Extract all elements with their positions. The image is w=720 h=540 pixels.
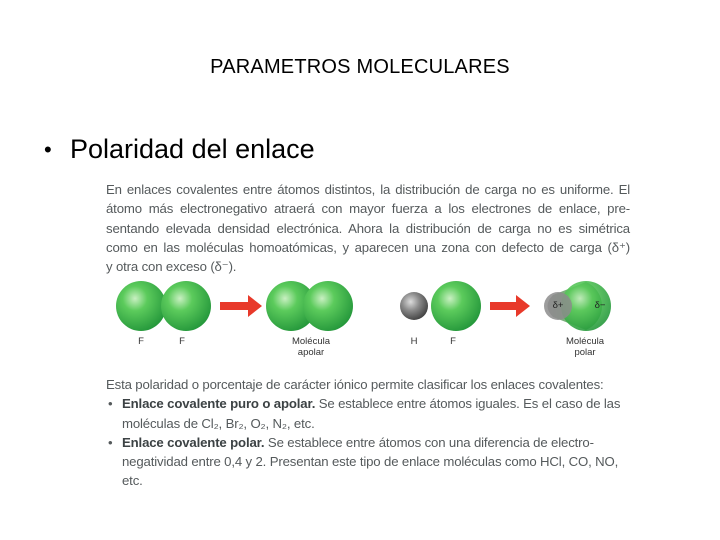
atom-label-f: F <box>138 336 144 347</box>
list-item-text: Se establece entre átomos iguales. Es el caso de las moléculas de Cl₂, Br₂, O₂, N₂, etc. <box>122 396 621 431</box>
intro-paragraph <box>106 180 630 276</box>
bullet-dot: • <box>44 136 52 162</box>
list-item <box>106 433 630 491</box>
slide-title: PARAMETROS MOLECULARES <box>210 56 510 78</box>
fluorine-atom <box>116 281 166 331</box>
fluorine-atom <box>303 281 353 331</box>
list-item <box>106 394 630 433</box>
apolar-label: Molécula apolar <box>291 336 331 358</box>
bullet-text: Polaridad del enlace <box>70 134 315 164</box>
arrow-icon <box>220 295 262 317</box>
paragraph-line: En enlaces covalentes entre átomos distintos, la distribución de carga no es uniforme. El <box>106 182 630 197</box>
list-bullet: • <box>108 396 113 412</box>
classification-section <box>106 375 630 491</box>
delta-plus-label: δ+ <box>552 300 564 311</box>
polarity-figure <box>106 270 630 370</box>
atom-label-f: F <box>450 336 456 347</box>
delta-minus-label: δ− <box>594 300 606 311</box>
list-item-title: Enlace covalente polar. <box>122 434 265 450</box>
bullet-point <box>44 134 315 165</box>
paragraph-line: y otra con exceso (δ⁻). <box>106 259 237 275</box>
polar-label: Molécula polar <box>565 336 605 358</box>
fluorine-atom <box>431 281 481 331</box>
hydrogen-atom <box>400 292 428 320</box>
classification-intro: Esta polaridad o porcentaje de carácter iónico permite clasificar los enlaces covalentes: <box>106 377 604 392</box>
list-item-title: Enlace covalente puro o apolar. <box>122 396 316 412</box>
paragraph-line: átomo más electronegativo atraerá con mayor fuerza a los electrones de enlace, pre- <box>106 201 630 217</box>
fluorine-atom <box>161 281 211 331</box>
paragraph-line: sentando elevada densidad electrónica. Ahora la distribución de carga no es simétrica <box>106 220 630 236</box>
list-item-text: Se establece entre átomos con una diferencia de electro-negatividad entre 0,4 y 2. Presentan este tipo de enlace moléculas como HCl, CO, NO, etc. <box>122 434 619 489</box>
arrow-icon <box>490 295 530 317</box>
atom-label-f: F <box>179 336 185 347</box>
atom-label-h: H <box>410 336 418 347</box>
list-bullet: • <box>108 434 113 450</box>
paragraph-line: como en las moléculas homoatómicas, y aparecen una zona con defecto de carga (δ⁺) <box>106 239 630 255</box>
